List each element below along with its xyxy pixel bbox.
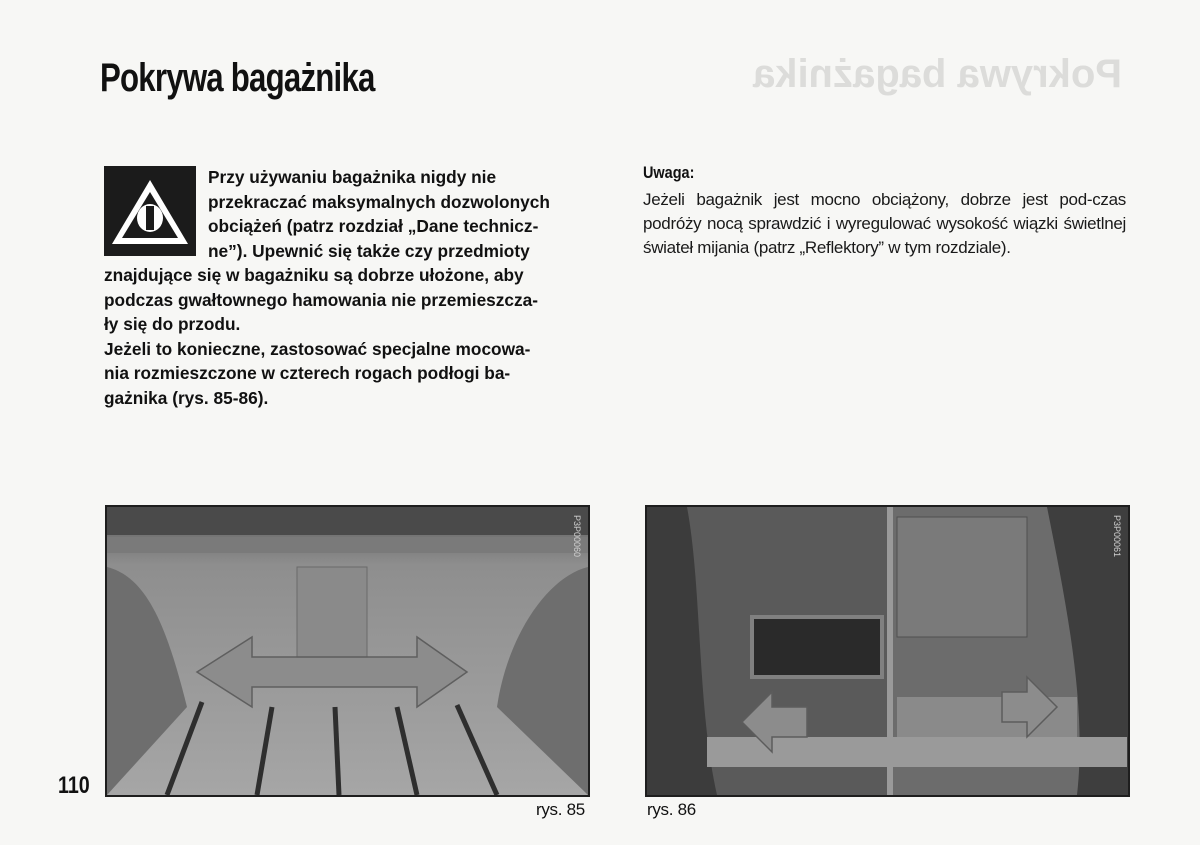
figure-code: P3P00061 bbox=[1112, 515, 1122, 558]
figure-86-trunk-photo bbox=[645, 505, 1130, 797]
mirrored-show-through-title: Pokrywa bagażnika bbox=[752, 52, 1122, 96]
warning-paragraph bbox=[104, 165, 587, 410]
warning-line: nia rozmieszczone w czterech rogach podłogi ba- bbox=[104, 363, 511, 383]
warning-line: Jeżeli to konieczne, zastosować specjalne mocowa- bbox=[104, 338, 531, 359]
figure-86-caption: rys. 86 bbox=[647, 800, 696, 819]
warning-line: przekraczać maksymalnych dozwolonych bbox=[208, 191, 550, 212]
figure-85-trunk-photo bbox=[105, 505, 590, 797]
page-number: 110 bbox=[58, 772, 90, 799]
trunk-floor-illustration bbox=[107, 507, 588, 795]
warning-line: Przy używaniu bagażnika nigdy nie bbox=[208, 167, 497, 187]
warning-line: gażnika (rys. 85-86). bbox=[104, 387, 269, 408]
note-paragraph: Jeżeli bagażnik jest mocno obciążony, dobrze jest pod-czas podróży nocą sprawdzić i wyregulować wysokość wiązki świetlnej świateł mijania (patrz „Reflektory” w tym rozdziale). bbox=[643, 190, 1126, 257]
warning-line: znajdujące się w bagażniku są dobrze ułożone, aby bbox=[104, 265, 524, 285]
trunk-corner-illustration bbox=[647, 507, 1128, 795]
figure-code: P3P00060 bbox=[572, 515, 582, 558]
warning-line: podczas gwałtownego hamowania nie przemieszcza- bbox=[104, 289, 539, 310]
page-title: Pokrywa bagażnika bbox=[100, 56, 375, 100]
note-heading: Uwaga: bbox=[643, 163, 695, 182]
warning-line: ne”). Upewnić się także czy przedmioty bbox=[208, 240, 530, 261]
figure-85-caption: rys. 85 bbox=[536, 800, 585, 819]
warning-line: ły się do przodu. bbox=[104, 314, 241, 334]
warning-line: obciążeń (patrz rozdział „Dane technicz- bbox=[208, 216, 539, 236]
